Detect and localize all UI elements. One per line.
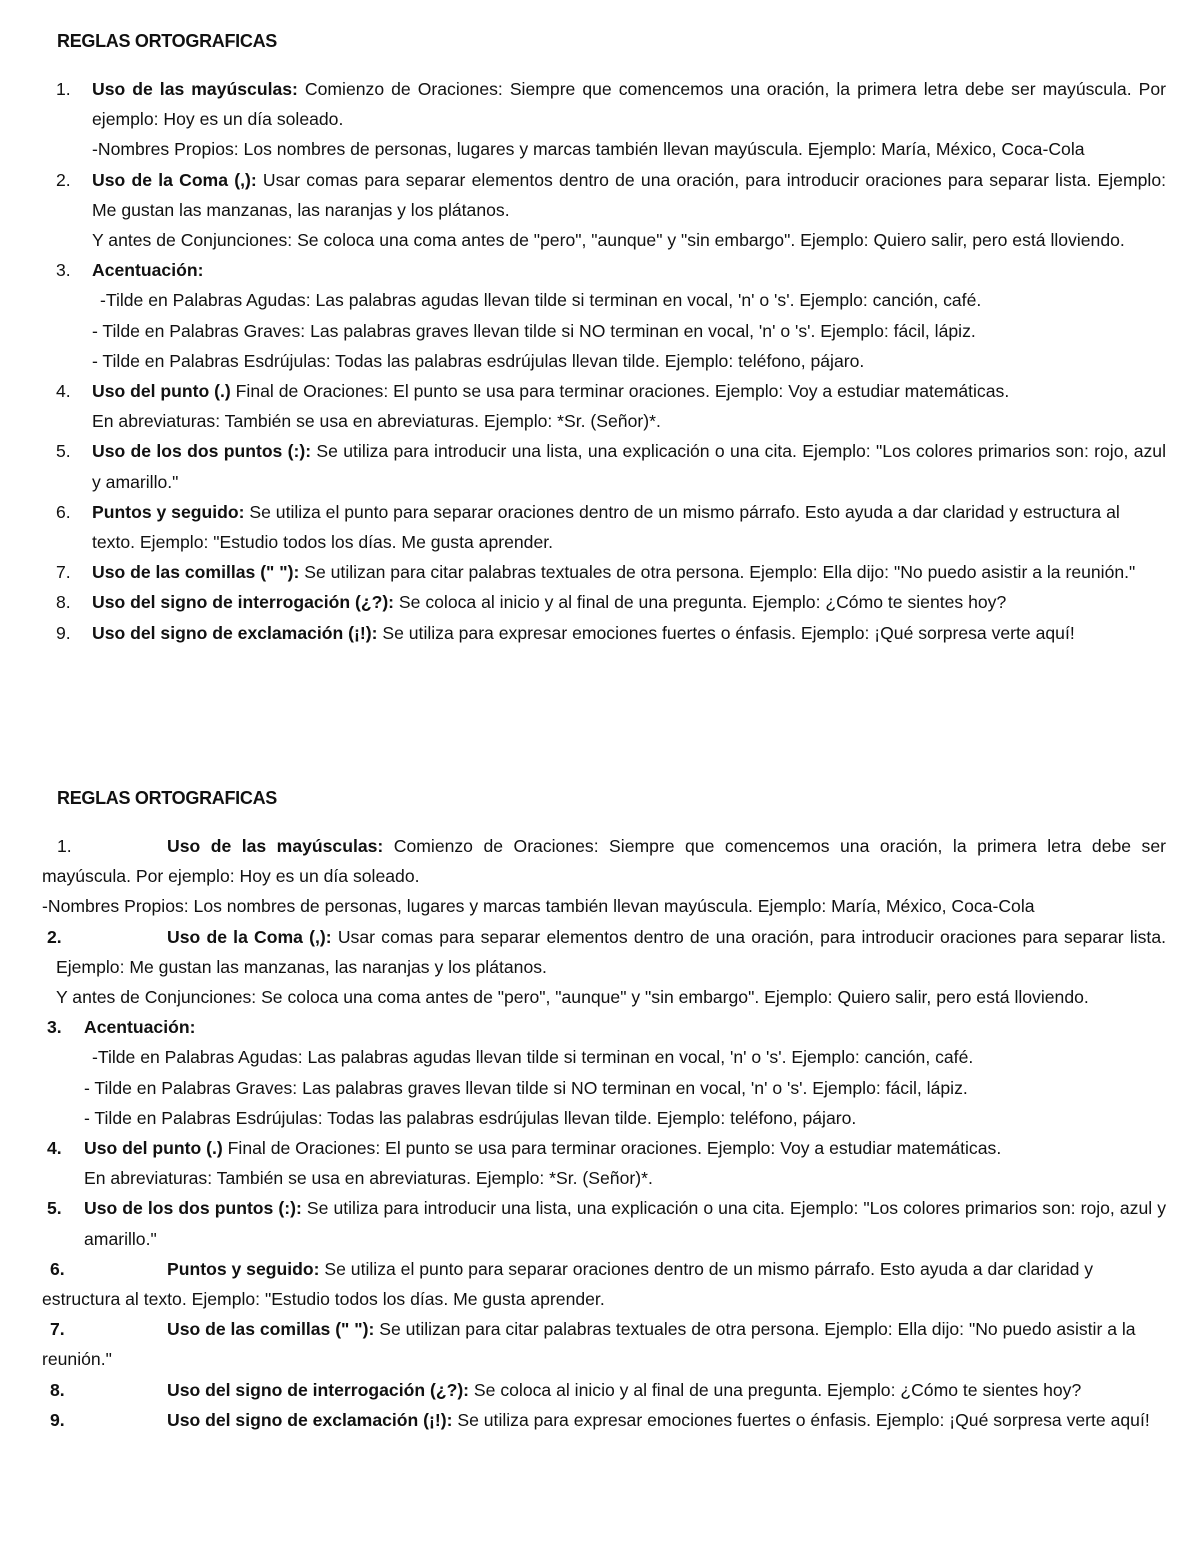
rule-item bbox=[0, 497, 1200, 557]
rule-number: 8. bbox=[56, 592, 71, 613]
rule-item bbox=[0, 1193, 1200, 1253]
rule-heading: Acentuación: bbox=[84, 1017, 196, 1038]
rule-heading: Uso de la Coma (,): bbox=[167, 926, 332, 947]
rule-heading: Puntos y seguido: bbox=[167, 1258, 320, 1279]
rule-item bbox=[0, 376, 1200, 436]
rule-text: Comienzo de Oraciones: Siempre que comencemos una oración, la primera letra debe ser mayúscula. Por ejemplo: Hoy es un día soleado. bbox=[92, 79, 1166, 130]
rule-subline: En abreviaturas: También se usa en abreviaturas. Ejemplo: *Sr. (Señor)*. bbox=[92, 411, 661, 432]
rule-heading: Uso de los dos puntos (:): bbox=[84, 1198, 302, 1219]
section-title: REGLAS ORTOGRAFICAS bbox=[57, 31, 277, 51]
rule-subline: - Tilde en Palabras Graves: Las palabras graves llevan tilde si NO terminan en vocal, 'n' o 's'. Ejemplo: fácil, lápiz. bbox=[92, 320, 976, 341]
rule-heading: Uso del signo de interrogación (¿?): bbox=[167, 1379, 470, 1400]
rule-item bbox=[0, 1133, 1200, 1193]
rule-subline: -Tilde en Palabras Agudas: Las palabras agudas llevan tilde si terminan en vocal, 'n' o 's'. Ejemplo: canción, café. bbox=[92, 1047, 974, 1068]
rule-number: 3. bbox=[47, 1017, 62, 1038]
rule-heading: Uso del signo de exclamación (¡!): bbox=[92, 622, 378, 643]
rule-text: Final de Oraciones: El punto se usa para terminar oraciones. Ejemplo: Voy a estudiar matemáticas. bbox=[230, 381, 1010, 402]
rule-text: Se utilizan para citar palabras textuales de otra persona. Ejemplo: Ella dijo: "No puedo asistir a la reunión." bbox=[42, 1319, 1136, 1370]
rule-text: Se utilizan para citar palabras textuales de otra persona. Ejemplo: Ella dijo: "No puedo asistir a la reunión." bbox=[299, 562, 1136, 583]
rule-item bbox=[0, 831, 1200, 922]
rule-number: 2. bbox=[47, 926, 62, 947]
rule-item bbox=[0, 557, 1200, 587]
rule-heading: Uso de la Coma (,): bbox=[92, 169, 257, 190]
rule-subline: Y antes de Conjunciones: Se coloca una coma antes de "pero", "aunque" y "sin embargo". Ejemplo: Quiero salir, pero está lloviendo. bbox=[56, 987, 1089, 1008]
rule-text: Usar comas para separar elementos dentro de una oración, para introducir oraciones para separar lista. Ejemplo: Me gustan las manzanas, las naranjas y los plátanos. bbox=[56, 926, 1166, 977]
rule-item bbox=[0, 74, 1200, 165]
rule-number: 4. bbox=[47, 1138, 62, 1159]
rule-text: Se utiliza para expresar emociones fuertes o énfasis. Ejemplo: ¡Qué sorpresa verte aquí! bbox=[377, 622, 1075, 643]
rule-subline: -Tilde en Palabras Agudas: Las palabras agudas llevan tilde si terminan en vocal, 'n' o 's'. Ejemplo: canción, café. bbox=[100, 290, 982, 311]
rule-heading: Uso del punto (.) bbox=[84, 1138, 223, 1159]
rule-number: 2. bbox=[56, 169, 71, 190]
rule-heading: Uso del signo de exclamación (¡!): bbox=[167, 1409, 453, 1430]
rule-number: 6. bbox=[50, 1258, 65, 1279]
rule-item bbox=[0, 165, 1200, 256]
rule-heading: Uso de los dos puntos (:): bbox=[92, 441, 312, 462]
rule-heading: Uso de las comillas (" "): bbox=[92, 562, 300, 583]
rule-number: 7. bbox=[56, 562, 71, 583]
rule-text: Comienzo de Oraciones: Siempre que comencemos una oración, la primera letra debe ser mayúscula. Por ejemplo: Hoy es un día soleado. bbox=[42, 836, 1166, 887]
rule-number: 9. bbox=[56, 622, 71, 643]
rule-item bbox=[0, 922, 1200, 1013]
rule-text: Final de Oraciones: El punto se usa para terminar oraciones. Ejemplo: Voy a estudiar matemáticas. bbox=[222, 1138, 1002, 1159]
rule-subline: Y antes de Conjunciones: Se coloca una coma antes de "pero", "aunque" y "sin embargo". Ejemplo: Quiero salir, pero está lloviendo. bbox=[92, 230, 1125, 251]
rule-heading: Uso de las mayúsculas: bbox=[92, 79, 298, 99]
rule-item bbox=[0, 1375, 1200, 1405]
rule-text: Se coloca al inicio y al final de una pregunta. Ejemplo: ¿Cómo te sientes hoy? bbox=[394, 592, 1007, 613]
rule-number: 3. bbox=[56, 260, 71, 281]
rule-number: 5. bbox=[47, 1198, 62, 1219]
rule-item bbox=[0, 255, 1200, 376]
rule-number: 7. bbox=[50, 1319, 65, 1340]
rule-heading: Acentuación: bbox=[92, 260, 204, 281]
rule-text: Se utiliza para expresar emociones fuertes o énfasis. Ejemplo: ¡Qué sorpresa verte aquí! bbox=[452, 1409, 1150, 1430]
rule-number: 8. bbox=[50, 1379, 65, 1400]
rule-number: 1. bbox=[56, 79, 71, 99]
rule-text: Usar comas para separar elementos dentro de una oración, para introducir oraciones para separar lista. Ejemplo: Me gustan las manzanas, las naranjas y los plátanos. bbox=[92, 169, 1166, 220]
rule-subline: - Tilde en Palabras Graves: Las palabras graves llevan tilde si NO terminan en vocal, 'n' o 's'. Ejemplo: fácil, lápiz. bbox=[84, 1077, 968, 1098]
rule-item bbox=[0, 436, 1200, 496]
rule-item bbox=[0, 587, 1200, 617]
rule-item bbox=[0, 618, 1200, 648]
rules-list bbox=[0, 74, 1200, 648]
rule-heading: Uso del punto (.) bbox=[92, 381, 231, 402]
rule-subline: - Tilde en Palabras Esdrújulas: Todas las palabras esdrújulas llevan tilde. Ejemplo: teléfono, pájaro. bbox=[84, 1107, 857, 1128]
rule-text: Se utiliza para introducir una lista, una explicación o una cita. Ejemplo: "Los colores primarios son: rojo, azul y amarillo." bbox=[84, 1198, 1166, 1249]
rule-heading: Uso de las mayúsculas: bbox=[167, 836, 384, 856]
rule-item bbox=[0, 1254, 1200, 1314]
rule-number: 9. bbox=[50, 1409, 65, 1430]
rule-item bbox=[0, 1012, 1200, 1133]
rule-subline: -Nombres Propios: Los nombres de personas, lugares y marcas también llevan mayúscula. Ejemplo: María, México, Coca-Cola bbox=[92, 139, 1085, 160]
rule-text: Se utiliza el punto para separar oraciones dentro de un mismo párrafo. Esto ayuda a dar claridad y estructura al texto. Ejemplo: "Estudio todos los días. Me gusta aprender. bbox=[42, 1258, 1094, 1310]
rules-list bbox=[0, 831, 1200, 1435]
rule-number: 5. bbox=[56, 441, 71, 462]
rule-number: 6. bbox=[56, 501, 71, 522]
rule-heading: Uso del signo de interrogación (¿?): bbox=[92, 592, 395, 613]
rule-heading: Puntos y seguido: bbox=[92, 501, 245, 522]
rule-number: 1. bbox=[57, 836, 72, 856]
rule-text: Se utiliza el punto para separar oraciones dentro de un mismo párrafo. Esto ayuda a dar claridad y estructura al texto. Ejemplo: "Estudio todos los días. Me gusta aprender. bbox=[92, 501, 1120, 553]
rule-subline: - Tilde en Palabras Esdrújulas: Todas las palabras esdrújulas llevan tilde. Ejemplo: teléfono, pájaro. bbox=[92, 350, 865, 371]
rule-text: Se utiliza para introducir una lista, una explicación o una cita. Ejemplo: "Los colores primarios son: rojo, azul y amarillo." bbox=[92, 441, 1166, 492]
rule-subline: -Nombres Propios: Los nombres de personas, lugares y marcas también llevan mayúscula. Ejemplo: María, México, Coca-Cola bbox=[42, 896, 1035, 917]
rule-item bbox=[0, 1314, 1200, 1374]
section-title: REGLAS ORTOGRAFICAS bbox=[57, 788, 277, 808]
rule-text: Se coloca al inicio y al final de una pregunta. Ejemplo: ¿Cómo te sientes hoy? bbox=[469, 1379, 1082, 1400]
rule-subline: En abreviaturas: También se usa en abreviaturas. Ejemplo: *Sr. (Señor)*. bbox=[84, 1168, 653, 1189]
rule-number: 4. bbox=[56, 381, 71, 402]
rule-heading: Uso de las comillas (" "): bbox=[167, 1319, 375, 1340]
rule-item bbox=[0, 1405, 1200, 1435]
